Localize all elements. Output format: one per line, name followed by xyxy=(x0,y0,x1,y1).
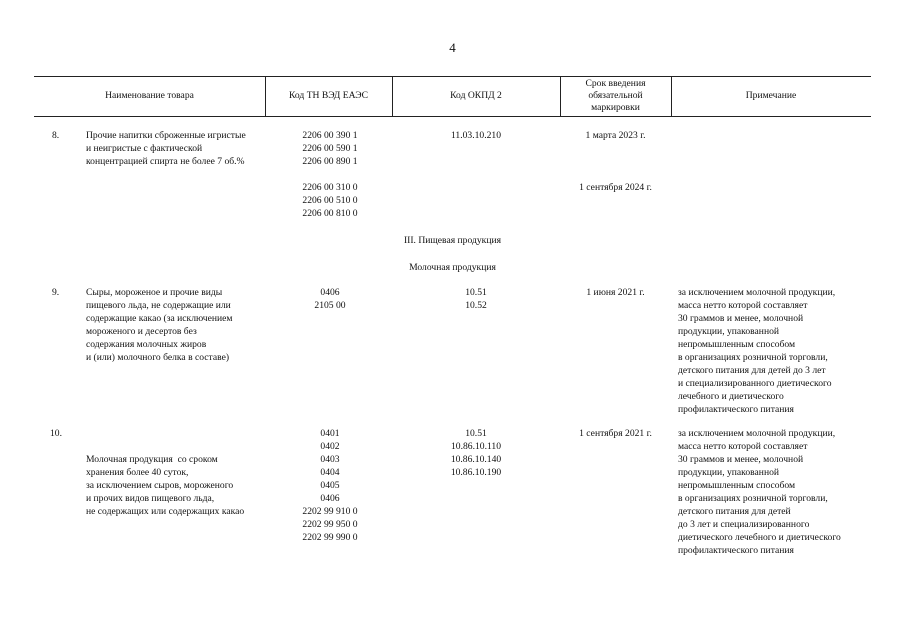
row-number: 10. xyxy=(50,428,62,439)
row-number: 9. xyxy=(52,287,60,298)
header-okpd: Код ОКПД 2 xyxy=(450,90,502,101)
section-title: III. Пищевая продукция xyxy=(403,235,502,246)
header-bottom-rule xyxy=(34,116,871,117)
marking-date: 1 сентября 2021 г. xyxy=(579,428,652,439)
okpd-codes: 11.03.10.210 xyxy=(450,130,501,141)
note-text: за исключением молочной продукции, масса нетто которой составляет 30 граммов и менее, молочной продукции, упакованной непромышленным способом в организациях розничной торговли, детского питания для детей до 3 лет и специализированного диетического лечебного и диетического профилактического питания xyxy=(678,287,836,415)
subsection-title: Молочная продукция xyxy=(409,262,496,273)
page-number: 4 xyxy=(449,40,456,55)
header-note: Примечание xyxy=(745,90,797,101)
header-marking-date: Срок введения обязательной маркировки xyxy=(585,78,646,113)
row-number: 8. xyxy=(52,130,60,141)
tnved-codes: 2206 00 310 0 2206 00 510 0 2206 00 810 0 xyxy=(302,182,358,219)
tnved-codes: 0406 2105 00 xyxy=(314,287,346,311)
okpd-codes: 10.51 10.86.10.110 10.86.10.140 10.86.10.190 xyxy=(450,428,502,478)
tnved-codes: 2206 00 390 1 2206 00 590 1 2206 00 890 1 xyxy=(302,130,358,167)
marking-date: 1 июня 2021 г. xyxy=(586,287,645,298)
product-name: Сыры, мороженое и прочие виды пищевого льда, не содержащие или содержащие какао (за исключением мороженого и десертов без содержания молочных жиров и (или) молочного белка в составе) xyxy=(86,287,233,363)
marking-date: 1 марта 2023 г. xyxy=(585,130,646,141)
header-name: Наименование товара xyxy=(105,90,194,101)
product-name: Молочная продукция со сроком хранения более 40 суток, за исключением сыров, мороженого и прочих видов пищевого льда, не содержащих или содержащих какао xyxy=(86,454,245,517)
okpd-codes: 10.51 10.52 xyxy=(465,287,487,311)
product-name: Прочие напитки сброженные игристые и неигристые с фактической концентрацией спирта не более 7 об.% xyxy=(86,130,246,167)
marking-date: 1 сентября 2024 г. xyxy=(579,182,652,193)
tnved-codes: 0401 0402 0403 0404 0405 0406 2202 99 910 0 2202 99 950 0 2202 99 990 0 xyxy=(302,428,358,543)
note-text: за исключением молочной продукции, масса нетто которой составляет 30 граммов и менее, молочной продукции, упакованной непромышленным способом в организациях розничной торговли, детского питания для детей до 3 лет и специализированного диетического лечебного и диетического профилактического питания xyxy=(678,428,841,556)
header-tnved: Код ТН ВЭД ЕАЭС xyxy=(288,90,369,101)
